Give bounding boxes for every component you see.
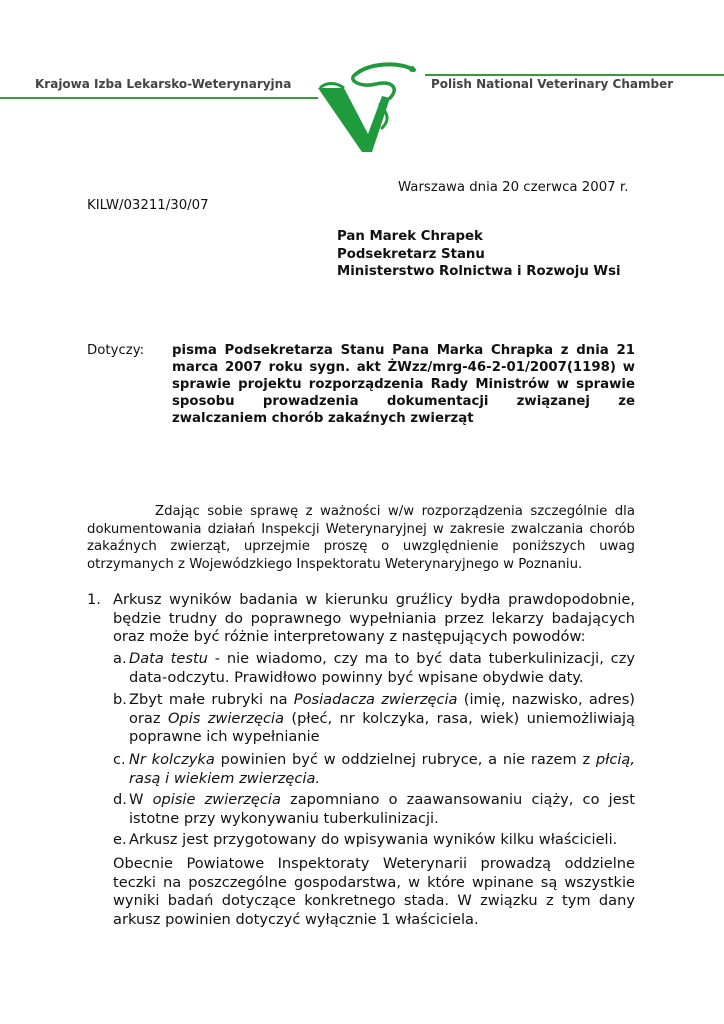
subitem-e-label: e. (113, 831, 127, 848)
subitem-d-text2: zapomniano o zaawansowaniu ciąży, co jest istotne przy wykonywaniu tuberkulinizacji. (129, 791, 635, 827)
recipient-name: Pan Marek Chrapek (337, 229, 483, 244)
subitem-d-italic1: opisie zwierzęcia (152, 791, 281, 808)
item-1 (87, 591, 635, 647)
subitem-c-italic1: Nr kolczyka (129, 751, 215, 768)
item-1-text: Arkusz wyników badania w kierunku gruźlicy bydła prawdopodobnie, będzie trudny do poprawnego wypełniania przez lekarzy badających oraz może być różnie interpretowany z następujących powodów: (113, 591, 635, 645)
reference-number: KILW/03211/30/07 (87, 198, 209, 213)
header-left-line (0, 97, 318, 99)
subitem-c (113, 751, 635, 788)
letter-date: Warszawa dnia 20 czerwca 2007 r. (398, 180, 629, 195)
subitem-a-text: - nie wiadomo, czy ma to być data tuberkulinizacji, czy data-odczytu. Prawidłowo powinny być wpisane obydwie daty. (129, 650, 635, 686)
recipient-block (337, 228, 621, 281)
subitem-a (113, 650, 635, 687)
item-1-number: 1. (87, 591, 101, 608)
subitem-d (113, 791, 635, 828)
header-left-title: Krajowa Izba Lekarsko-Weterynaryjna (35, 77, 292, 91)
subitem-e (113, 831, 635, 850)
subitem-c-text1: powinien być w oddzielnej rubryce, a nie razem z (214, 751, 596, 768)
subitem-c-label: c. (113, 751, 126, 768)
subitem-b-label: b. (113, 691, 127, 708)
recipient-title: Podsekretarz Stanu (337, 246, 485, 262)
subitem-d-label: d. (113, 791, 127, 808)
subitem-d-text1: W (129, 791, 153, 808)
subitem-b-text1: Zbyt małe rubryki na (129, 691, 294, 708)
header-right-line (425, 74, 724, 76)
subitem-a-italic: Data testu (129, 650, 208, 667)
chamber-logo-icon (316, 58, 420, 154)
subitem-e-text: Arkusz jest przygotowany do wpisywania wyników kilku właścicieli. (129, 831, 618, 848)
subitem-b (113, 691, 635, 747)
subitem-b-italic1: Posiadacza zwierzęcia (293, 691, 458, 708)
subject-label: Dotyczy: (87, 343, 145, 358)
header-right-title: Polish National Veterinary Chamber (431, 77, 674, 91)
subitem-b-text3: (płeć, nr kolczyka, rasa, wiek) uniemożliwiają poprawne ich wypełnianie (129, 709, 636, 745)
intro-text: Zdając sobie sprawę z ważności w/w rozporządzenia szczególnie dla dokumentowania działań Inspekcji Weterynaryjnej w zakresie zwalczania chorób zakaźnych zwierząt, uprzejmie proszę o uwzględnienie poniższych uwag otrzymanych z Wojewódzkiego Inspektoratu Weterynaryjnego w Poznaniu. (87, 504, 635, 572)
subitem-b-text2: (imię, nazwisko, adres) oraz (129, 691, 636, 727)
recipient-ministry: Ministerstwo Rolnictwa i Rozwoju Wsi (337, 264, 621, 279)
subitem-a-label: a. (113, 650, 127, 667)
intro-paragraph (87, 503, 635, 573)
closing-paragraph: Obecnie Powiatowe Inspektoraty Weterynarii prowadzą oddzielne teczki na poszczególne gospodarstwa, w które wpinane są wszystkie wyniki badań dotyczące konkretnego stada. W związku z tym dany arkusz powinien dotyczyć wyłącznie 1 właściciela. (113, 855, 635, 928)
subitem-b-italic2: Opis zwierzęcia (167, 709, 285, 727)
subject-text: pisma Podsekretarza Stanu Pana Marka Chrapka z dnia 21 marca 2007 roku sygn. akt ŻWzz/mrg-46-2-01/2007(1198) w sprawie projektu rozporządzenia Rady Ministrów w sprawie sposobu prowadzenia dokumentacji związanej ze zwalczaniem chorób zakaźnych zwierząt (172, 343, 635, 426)
subitem-c-italic2: płcią, rasą i wiekiem zwierzęcia. (129, 751, 635, 787)
